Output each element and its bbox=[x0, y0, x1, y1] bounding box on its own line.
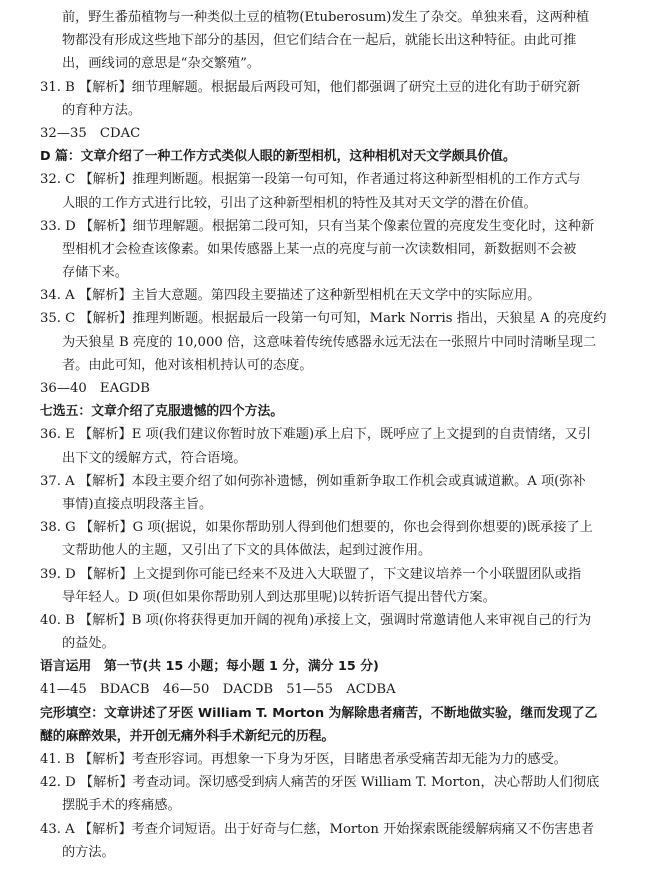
text-line: 前，野生番茄植物与一种类似土豆的植物(Etuberosum)发生了杂交。单独来看，这两种植 bbox=[62, 10, 590, 25]
text-line: 出下文的缓解方式，符合语境。 bbox=[62, 450, 247, 466]
text-line: 文帮助他人的主题，又引出了下文的具体做法，起到过渡作用。 bbox=[62, 543, 432, 559]
text-line: 38. G 【解析】G 项(据说，如果你帮助别人得到他们想要的，你也会得到你想要的)既承接了上 bbox=[40, 520, 593, 536]
text-line: 存储下来。 bbox=[62, 265, 128, 281]
text-line: 出，画线词的意思是“杂交繁殖”。 bbox=[62, 56, 261, 72]
section-heading: 语言运用 第一节(共 15 小题；每小题 1 分，满分 15 分) bbox=[40, 659, 379, 675]
text-line: 32. C 【解析】推理判断题。根据第一段第一句可知，作者通过将这种新型相机的工作方式与 bbox=[40, 172, 581, 188]
section-heading: 完形填空：文章讲述了牙医 William T. Morton 为解除患者痛苦，不断地做实验，继而发现了乙 bbox=[40, 705, 598, 721]
text-line: 42. D 【解析】考查动词。深切感受到病人痛苦的牙医 William T. Morton，决心帮助人们彻底 bbox=[40, 775, 600, 791]
text-line: 31. B 【解析】细节理解题。根据最后两段可知，他们都强调了研究土豆的进化有助于研究新 bbox=[40, 79, 581, 95]
text-line: 人眼的工作方式进行比较，引出了这种新型相机的特性及其对天文学的潜在价值。 bbox=[62, 195, 537, 211]
text-line: 导年轻人。D 项(但如果你帮助别人到达那里呢)以转折语气提出替代方案。 bbox=[62, 589, 496, 605]
text-line: 35. C 【解析】推理判断题。根据最后一段第一句可知，Mark Norris 指出，天狼星 A 的亮度约 bbox=[40, 311, 607, 327]
section-heading: 七选五：文章介绍了克服遗憾的四个方法。 bbox=[40, 404, 284, 420]
text-line: 36. E 【解析】E 项(我们建议你暂时放下难题)承上启下，既呼应了上文提到的自责情绪，又引 bbox=[40, 427, 592, 443]
text-line: 41. B 【解析】考查形容词。再想象一下身为牙医，目睹患者承受痛苦却无能为力的感受。 bbox=[40, 752, 567, 767]
text-line: 事情)直接点明段落主旨。 bbox=[62, 496, 213, 512]
text-line: 41—45 BDACB 46—50 DACDB 51—55 ACDBA bbox=[40, 682, 396, 698]
text-line: 36—40 EAGDB bbox=[40, 381, 150, 396]
text-line: 的益处。 bbox=[62, 636, 115, 652]
text-line: 40. B 【解析】B 项(你将获得更加开阔的视角)承接上文，强调时常邀请他人来审视自己的行为 bbox=[40, 612, 592, 628]
text-line: 37. A 【解析】本段主要介绍了如何弥补遗憾，例如重新争取工作机会或真诚道歉。A 项(弥补 bbox=[40, 473, 586, 489]
text-line: 型相机才会检查该像素。如果传感器上某一点的亮度与前一次读数相同，新数据则不会被 bbox=[62, 241, 577, 257]
section-heading: 醚的麻醉效果，并开创无痛外科手术新纪元的历程。 bbox=[40, 728, 335, 744]
text-line: 43. A 【解析】考查介词短语。出于好奇与仁慈，Morton 开始探索既能缓解病痛又不伤害患者 bbox=[40, 821, 595, 837]
text-line: 的方法。 bbox=[62, 844, 115, 860]
text-line: 33. D 【解析】细节理解题。根据第二段可知，只有当某个像素位置的亮度发生变化时，这种新 bbox=[40, 218, 595, 234]
text-line: 的育种方法。 bbox=[62, 102, 142, 118]
text-line: 者。由此可知，他对该相机持认可的态度。 bbox=[62, 357, 313, 373]
text-line: 34. A 【解析】主旨大意题。第四段主要描述了这种新型相机在天文学中的实际应用。 bbox=[40, 288, 541, 304]
section-heading: D 篇：文章介绍了一种工作方式类似人眼的新型相机，这种相机对天文学颇具价值。 bbox=[40, 149, 516, 165]
text-line: 39. D 【解析】上文提到你可能已经来不及进入大联盟了，下文建议培养一个小联盟团队或指 bbox=[40, 566, 582, 582]
text-line: 物都没有形成这些地下部分的基因，但它们结合在一起后，就能长出这种特征。由此可推 bbox=[62, 33, 577, 49]
text-line: 32—35 CDAC bbox=[40, 125, 141, 141]
text-line: 摆脱手术的疼痛感。 bbox=[62, 798, 181, 814]
text-line: 为天狼星 B 亮度的 10,000 倍，这意味着传统传感器永远无法在一张照片中同时清晰呈现二 bbox=[62, 334, 597, 350]
